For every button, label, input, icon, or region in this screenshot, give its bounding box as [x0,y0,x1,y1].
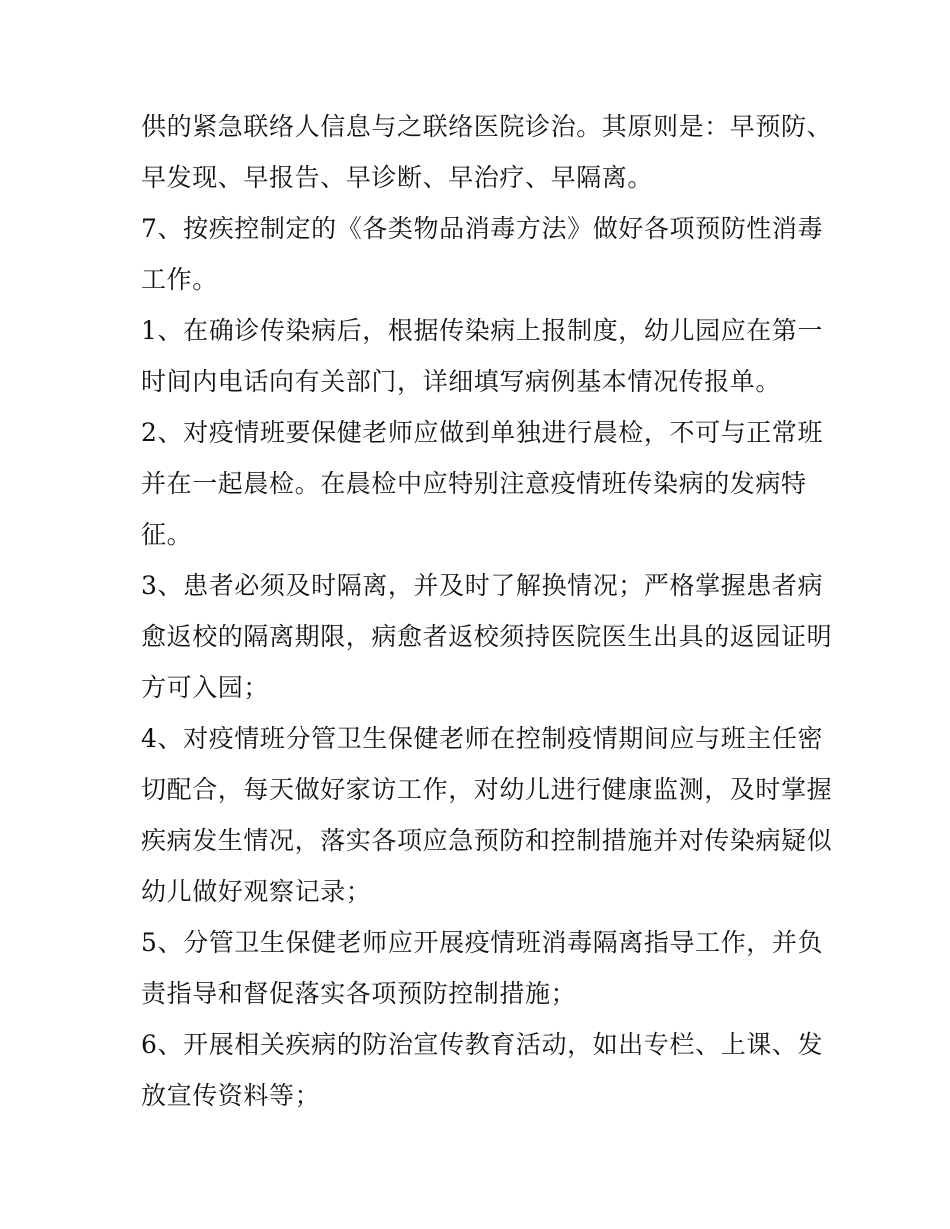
text-line: 5、分管卫生保健老师应开展疫情班消毒隔离指导工作，并负 [141,928,824,957]
text-line: 4、对疫情班分管卫生保健老师在控制疫情期间应与班主任密 [141,724,824,753]
text-line: 放宣传资料等； [141,1081,321,1110]
text-line: 疾病发生情况，落实各项应急预防和控制措施并对传染病疑似 [141,826,833,855]
text-line: 供的紧急联络人信息与之联络医院诊治。其原则是：早预防、 [141,112,833,141]
text-line: 愈返校的隔离期限，病愈者返校须持医院医生出具的返园证明 [141,622,833,651]
text-line: 方可入园； [141,673,270,702]
text-line: 时间内电话向有关部门，详细填写病例基本情况传报单。 [141,367,782,396]
text-line: 早发现、早报告、早诊断、早治疗、早隔离。 [141,163,654,192]
text-line: 并在一起晨检。在晨检中应特别注意疫情班传染病的发病特 [141,469,807,498]
text-line: 6、开展相关疾病的防治宣传教育活动，如出专栏、上课、发 [141,1030,824,1059]
text-line: 3、患者必须及时隔离，并及时了解换情况；严格掌握患者病 [141,571,824,600]
text-line: 工作。 [141,265,218,294]
text-line: 7、按疾控制定的《各类物品消毒方法》做好各项预防性消毒 [141,214,824,243]
text-line: 幼儿做好观察记录； [141,877,372,906]
text-line: 2、对疫情班要保健老师应做到单独进行晨检，不可与正常班 [141,418,824,447]
text-line: 责指导和督促落实各项预防控制措施； [141,979,577,1008]
text-line: 征。 [141,520,193,549]
text-line: 1、在确诊传染病后，根据传染病上报制度，幼儿园应在第一 [141,316,824,345]
text-line: 切配合，每天做好家访工作，对幼儿进行健康监测，及时掌握 [141,775,833,804]
